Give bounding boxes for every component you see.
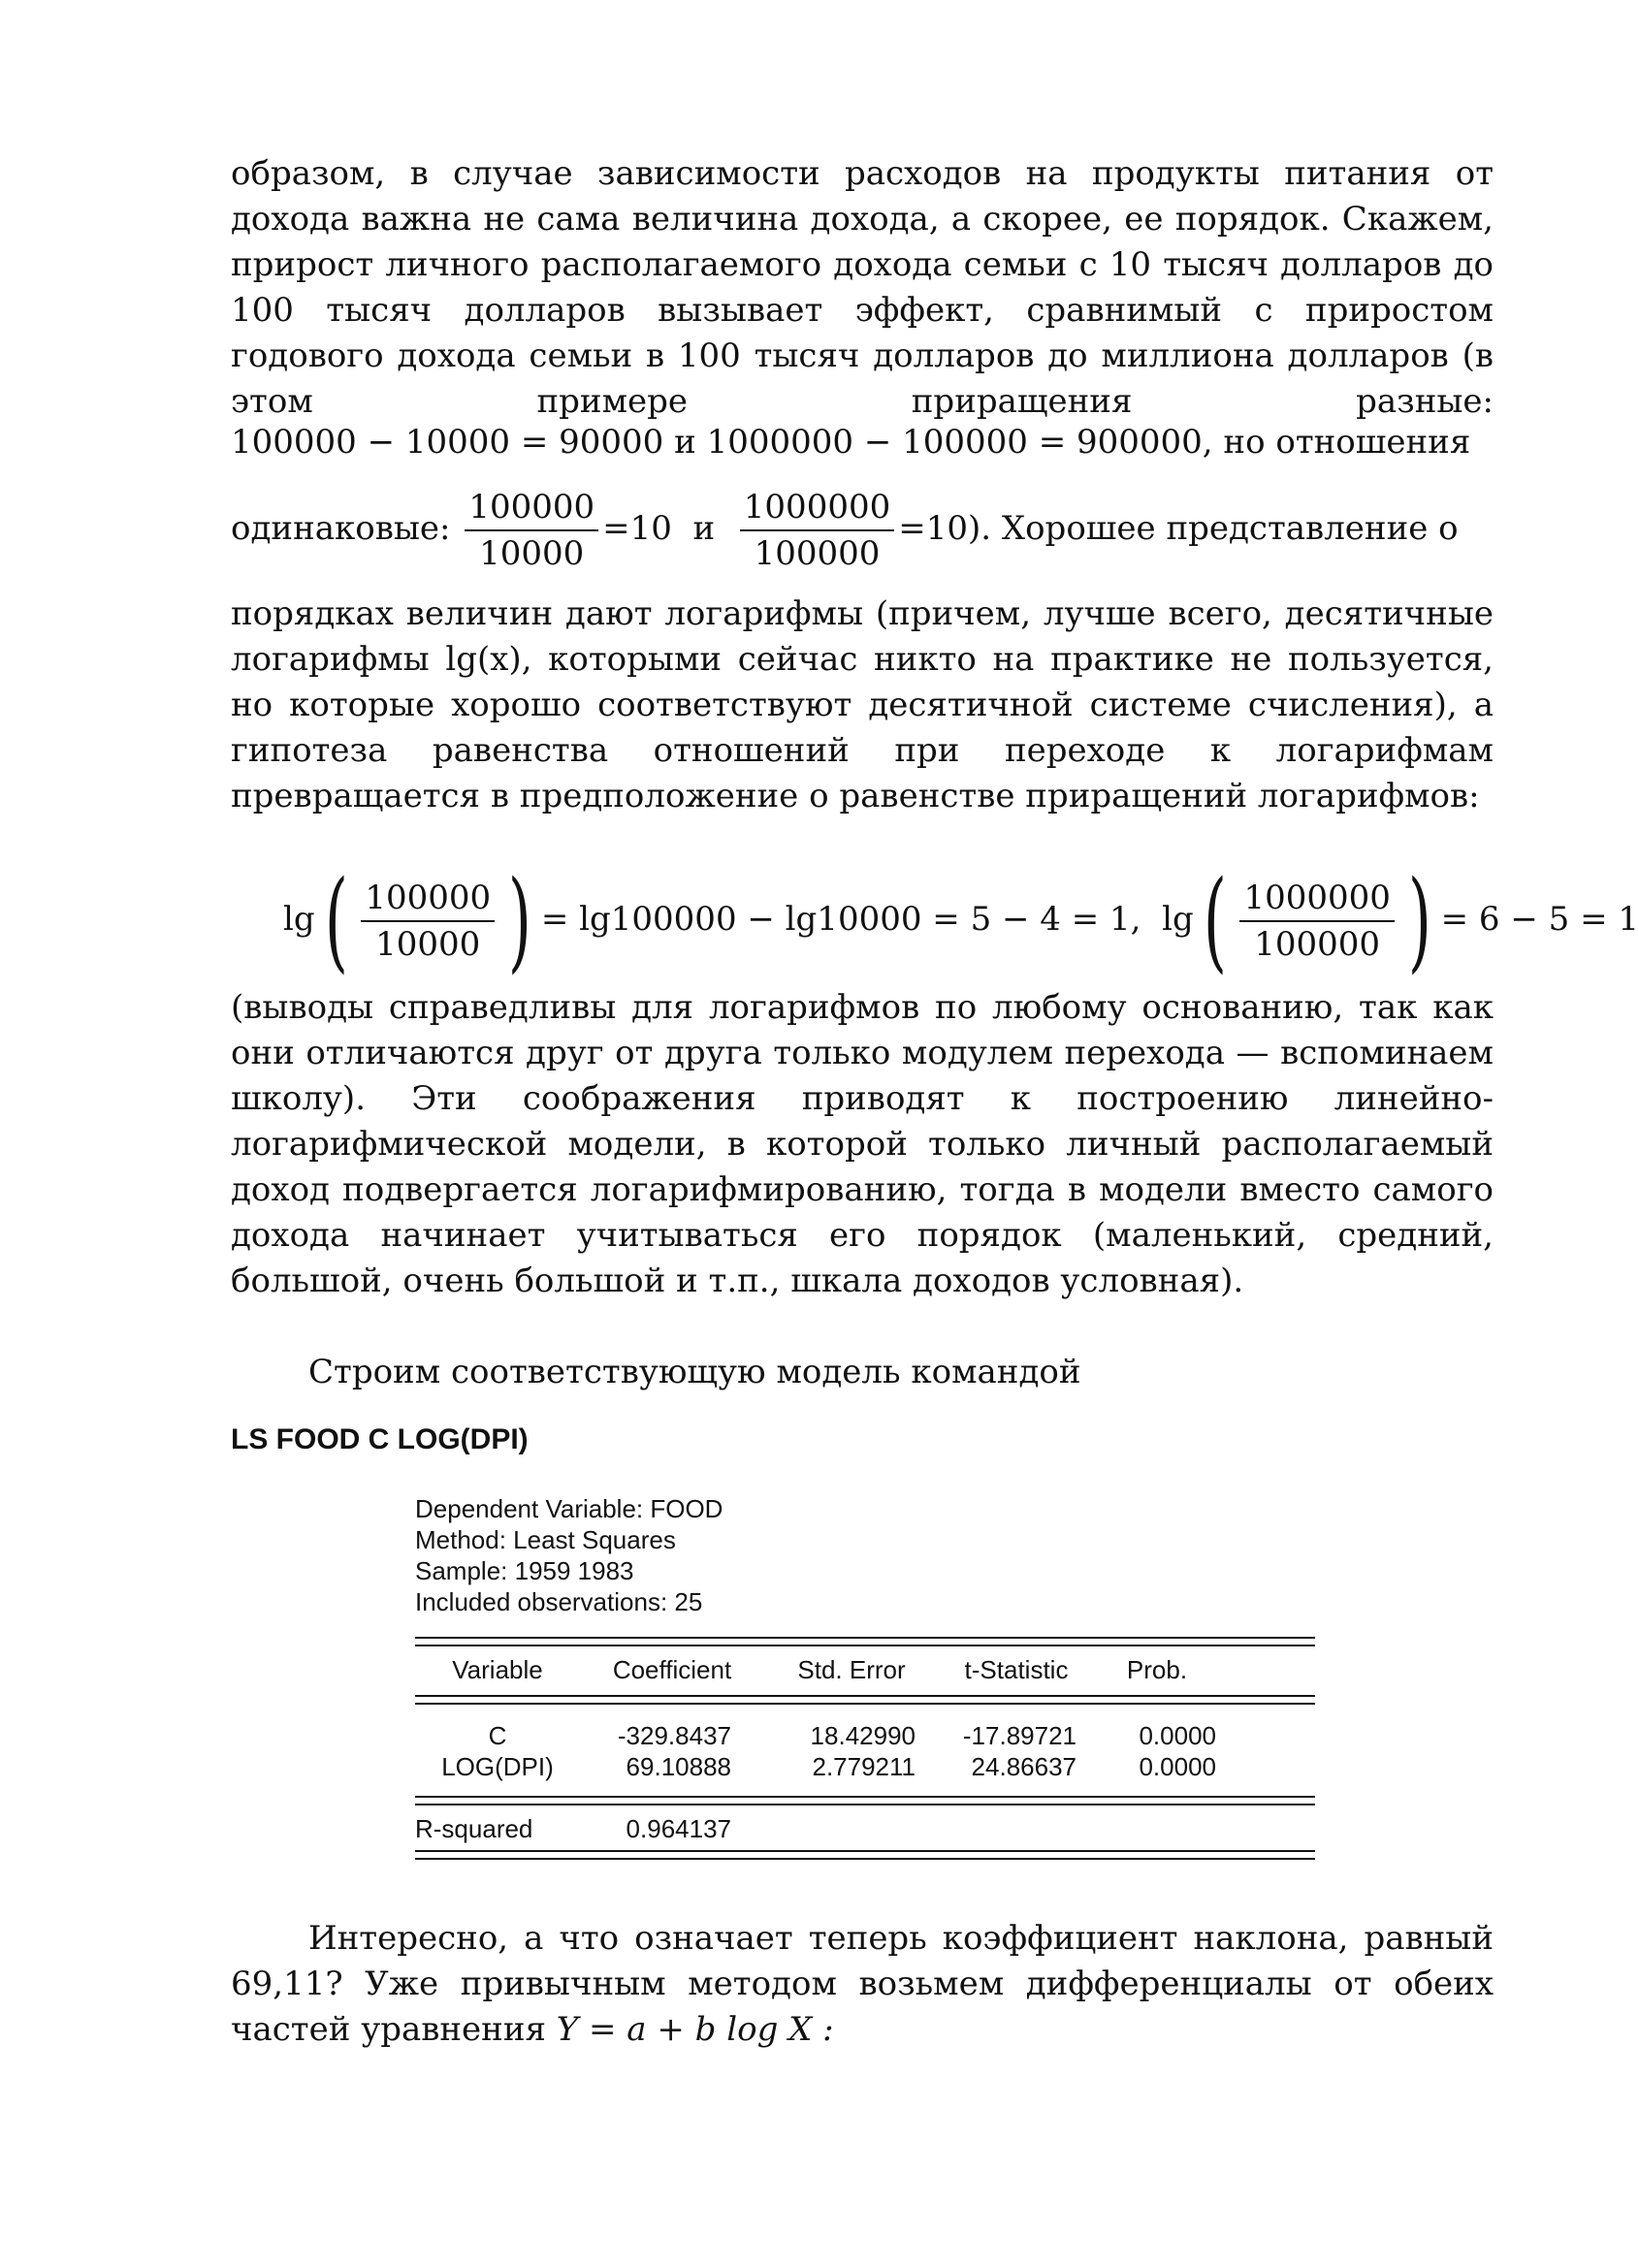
table-row: C -329.8437 18.42990 -17.89721 0.0000 — [488, 1721, 1216, 1750]
output-header: Dependent Variable: FOOD Method: Least Squares Sample: 1959 1983 Included observations: 25 — [415, 1494, 723, 1616]
column-headers: Variable Coefficient Std. Error t-Statistic Prob. — [452, 1655, 1188, 1684]
eviews-command: LS FOOD C LOG(DPI) — [231, 1423, 529, 1455]
regression-output — [415, 1493, 1315, 1860]
fraction-2: $\frac{1000000}{100000}$ — [740, 485, 894, 576]
paragraph-2: порядках величин дают логарифмы (причем, лучше всего, десятичные логарифмы lg(x), которыми сейчас никто на практике не пользуется, но которые хорошо соответствуют десятичной системе счисления), а гипотеза равенства отношений при переходе к логарифмам превращается в предположение о равенстве приращений логарифмов: — [231, 594, 1494, 815]
paragraph-3: (выводы справедливы для логарифмов по любому основанию, так как они отличаются друг от друга только модулем перехода — вспоминаем школу). Эти соображения приводят к построению линейно-логарифмической модели, в которой только личный располагаемый доход подвергается логарифмированию, тогда в модели вместо самого дохода начинает учитываться его порядок (маленький, средний, большой, очень большой и т.п., шкала доходов условная). — [231, 988, 1494, 1300]
rsquared-row: R-squared 0.964137 — [415, 1814, 731, 1843]
header-rule — [415, 1695, 1315, 1705]
paragraph-5: Интересно, а что означает теперь коэффициент наклона, равный 69,11? Уже привычным методом возьмем дифференциалы от обеих частей уравнения Y = a + b log X : — [231, 1919, 1494, 2049]
body-rule — [415, 1796, 1315, 1805]
top-rule — [415, 1637, 1315, 1646]
fraction-1: $\frac{100000}{10000}$ — [465, 485, 598, 576]
log-formula: lg( $\frac{100000}{10000}$ ) = lg100000 − lg10000 = 5 − 4 = 1, lg( $\frac{1000000}{100000}$ ) = 6 − 5 = 1 — [283, 858, 1639, 984]
table-row: LOG(DPI) 69.10888 2.779211 24.86637 0.0000 — [441, 1752, 1216, 1781]
paragraph-1: образом, в случае зависимости расходов на продукты питания от дохода важна не сама величина дохода, а скорее, ее порядок. Скажем, прирост личного располагаемого дохода семьи с 10 тысяч долларов до 100 тысяч долларов вызывает эффект, сравнимый с приростом годового дохода семьи в 100 тысяч долларов до миллиона долларов (в этом примере приращения разные: — [231, 154, 1494, 421]
paragraph-4: Строим соответствующую модель командой — [308, 1353, 1081, 1391]
bottom-rule — [415, 1850, 1315, 1860]
difference-line: 100000 − 10000 = 90000 и 1000000 − 100000 = 900000, но отношения — [231, 423, 1471, 462]
ratio-line: одинаковые: $\frac{100000}{10000}$ =10 и $\frac{1000000}{100000}$ =10). Хорошее представление о — [231, 485, 1459, 576]
